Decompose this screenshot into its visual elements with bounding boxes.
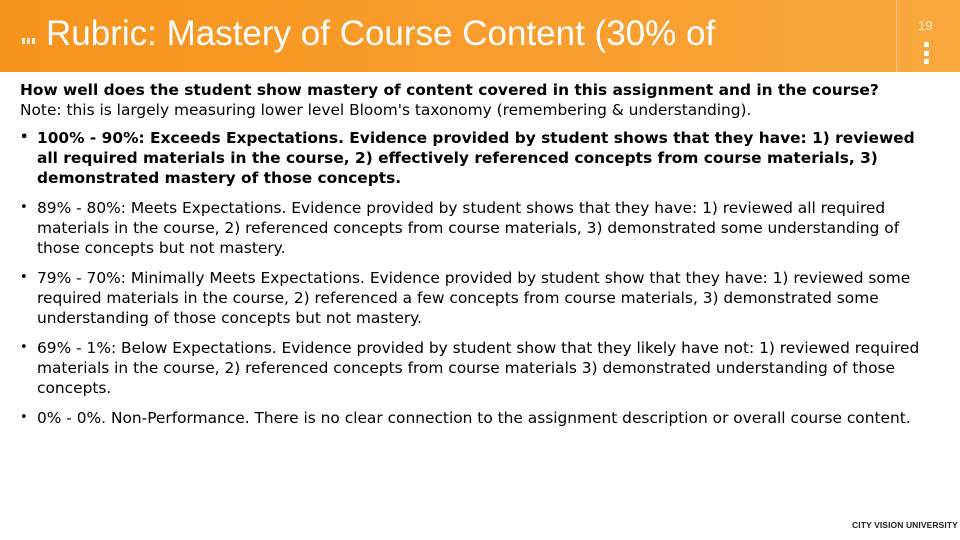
university-logo: CITY VISION UNIVERSITY	[852, 520, 958, 530]
slide-body	[20, 80, 940, 438]
rubric-question: How well does the student show mastery of content covered in this assignment and in the course?	[20, 81, 879, 99]
rubric-level-minimally-meets: • 79% - 70%: Minimally Meets Expectations. Evidence provided by student show that they have: 1) reviewed some required materials in the course, 2) referenced a few concepts from course materials, 3) demonstrated some understanding of those concepts but not mastery.	[20, 268, 940, 328]
rubric-level-meets: • 89% - 80%: Meets Expectations. Evidence provided by student shows that they have: 1) reviewed all required materials in the course, 2) referenced concepts from course materials, 3) demonstrated some understanding of those concepts but not mastery.	[20, 198, 940, 258]
slide-number: 19	[918, 18, 933, 33]
rubric-level-below: • 69% - 1%: Below Expectations. Evidence provided by student show that they likely have not: 1) reviewed required materials in the course, 2) referenced concepts from course materials 3) demonstrated understanding of those concepts.	[20, 338, 940, 398]
header-divider	[896, 0, 897, 72]
rubric-level-exceeds: • 100% - 90%: Exceeds Expectations. Evidence provided by student shows that they have: 1) reviewed all required materials in the course, 2) effectively referenced concepts from course materials, 3) demonstrated mastery of those concepts.	[20, 128, 940, 188]
slide-header	[0, 0, 960, 72]
rubric-note: Note: this is largely measuring lower level Bloom's taxonomy (remembering & understanding).	[20, 101, 752, 119]
rubric-level-non-performance: • 0% - 0%. Non-Performance. There is no clear connection to the assignment description or overall course content.	[20, 408, 940, 428]
menu-dots-icon[interactable]	[924, 42, 930, 64]
rubric-levels	[20, 128, 940, 428]
slide-title: Rubric: Mastery of Course Content (30% of	[46, 14, 716, 53]
title-bullet-icon	[22, 38, 36, 44]
